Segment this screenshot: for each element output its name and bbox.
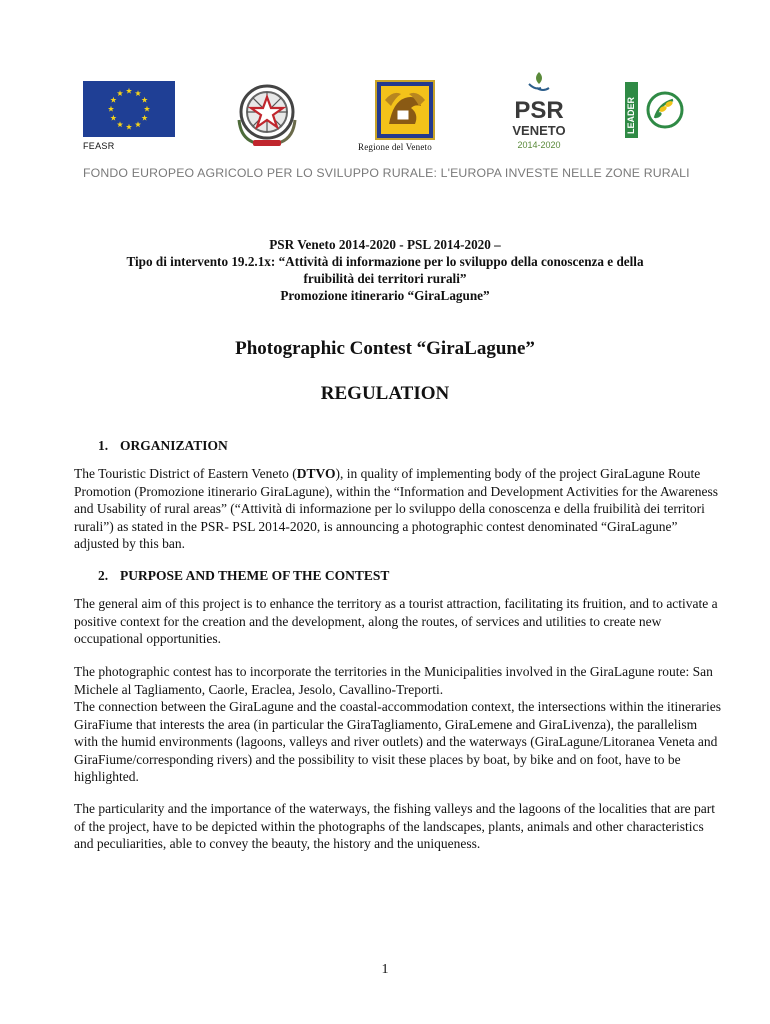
psr-logo-line2: VENETO — [512, 123, 566, 138]
header-line-3: fruibilità dei territori rurali” — [303, 271, 467, 286]
section-2-number: 2. — [98, 568, 109, 583]
section-2-heading — [98, 568, 389, 584]
section-1-paragraph — [74, 465, 724, 553]
section-2-paragraph-2b: The connection between the GiraLagune and the coastal-accommodation context, the intersections within the itineraries GiraFiume that interests the area (in particular the GiraTagliamento, GiraLemene and GiraLivenza), the parallelism with the humid environments (lagoons, valleys and river outlets) and the waterways (GiraLagune/Litoranea Veneta and GiraFiume/corresponding rivers) and the possibility to visit these places by boat, by bike and on foot, have to be highlighted. — [74, 699, 722, 785]
section-2-paragraph-2a: The photographic contest has to incorporate the territories in the Municipalities involved in the GiraLagune route: San Michele al Tagliamento, Caorle, Eraclea, Jesolo, Cavallino-Treporti. — [74, 664, 713, 697]
section-1-text-b: ), in quality of implementing body of the project GiraLagune Route Promotion (Promozione itinerario GiraLagune), within the “Information and Development Activities for the Awareness and Usability of rural areas” (“Attività di informazione per lo sviluppo della conoscenza e della fruibilità dei territori rurali”) as stated in the PSR- PSL 2014-2020, is announcing a photographic contest denominated “GiraLagune” adjusted by this ban. — [74, 466, 718, 552]
page-number: 1 — [381, 962, 389, 977]
leader-logo-text: LEADER — [626, 96, 636, 134]
section-1-text-a: The Touristic District of Eastern Veneto ( — [74, 466, 297, 481]
header-line-1: PSR Veneto 2014-2020 - PSL 2014-2020 – — [269, 237, 501, 252]
section-1-number: 1. — [98, 438, 109, 453]
regione-veneto-lion-logo — [375, 80, 435, 140]
header-line-2: Tipo di intervento 19.2.1x: “Attività di informazione per lo sviluppo della conoscenza e della — [126, 254, 644, 269]
contest-title: Photographic Contest “GiraLagune” — [235, 338, 535, 359]
eu-flag-caption: FEASR — [83, 141, 115, 151]
eu-flag-logo — [83, 81, 175, 137]
section-2-paragraph-1: The general aim of this project is to enhance the territory as a tourist attraction, facilitating its fruition, and to activate a positive context for the creation and the development, along the routes, of services and utilities to create new occupational opportunities. — [74, 596, 718, 647]
regulation-title: REGULATION — [320, 383, 450, 404]
dtvo-abbreviation: DTVO — [296, 466, 336, 481]
italian-republic-emblem-logo — [231, 80, 303, 152]
section-2-title: PURPOSE AND THEME OF THE CONTEST — [120, 568, 390, 583]
header-line-4: Promozione itinerario “GiraLagune” — [280, 288, 490, 303]
psr-logo-line3: 2014-2020 — [517, 140, 561, 150]
leader-logo — [625, 82, 687, 138]
psr-veneto-logo — [511, 70, 567, 152]
regione-veneto-caption: Regione del Veneto — [358, 142, 432, 152]
fund-banner-text: FONDO EUROPEO AGRICOLO PER LO SVILUPPO RURALE: L'EUROPA INVESTE NELLE ZONE RURALI — [83, 166, 690, 180]
section-2-paragraph-3: The particularity and the importance of the waterways, the fishing valleys and the lagoons of the localities that are part of the project, have to be depicted within the photographs of the landscapes, plants, animals and other characteristics and peculiarities, able to convey the beauty, the history and the uniqueness. — [74, 801, 716, 852]
section-1-title: ORGANIZATION — [120, 438, 228, 453]
psr-logo-line1: PSR — [514, 97, 564, 124]
section-1-heading — [98, 438, 228, 454]
